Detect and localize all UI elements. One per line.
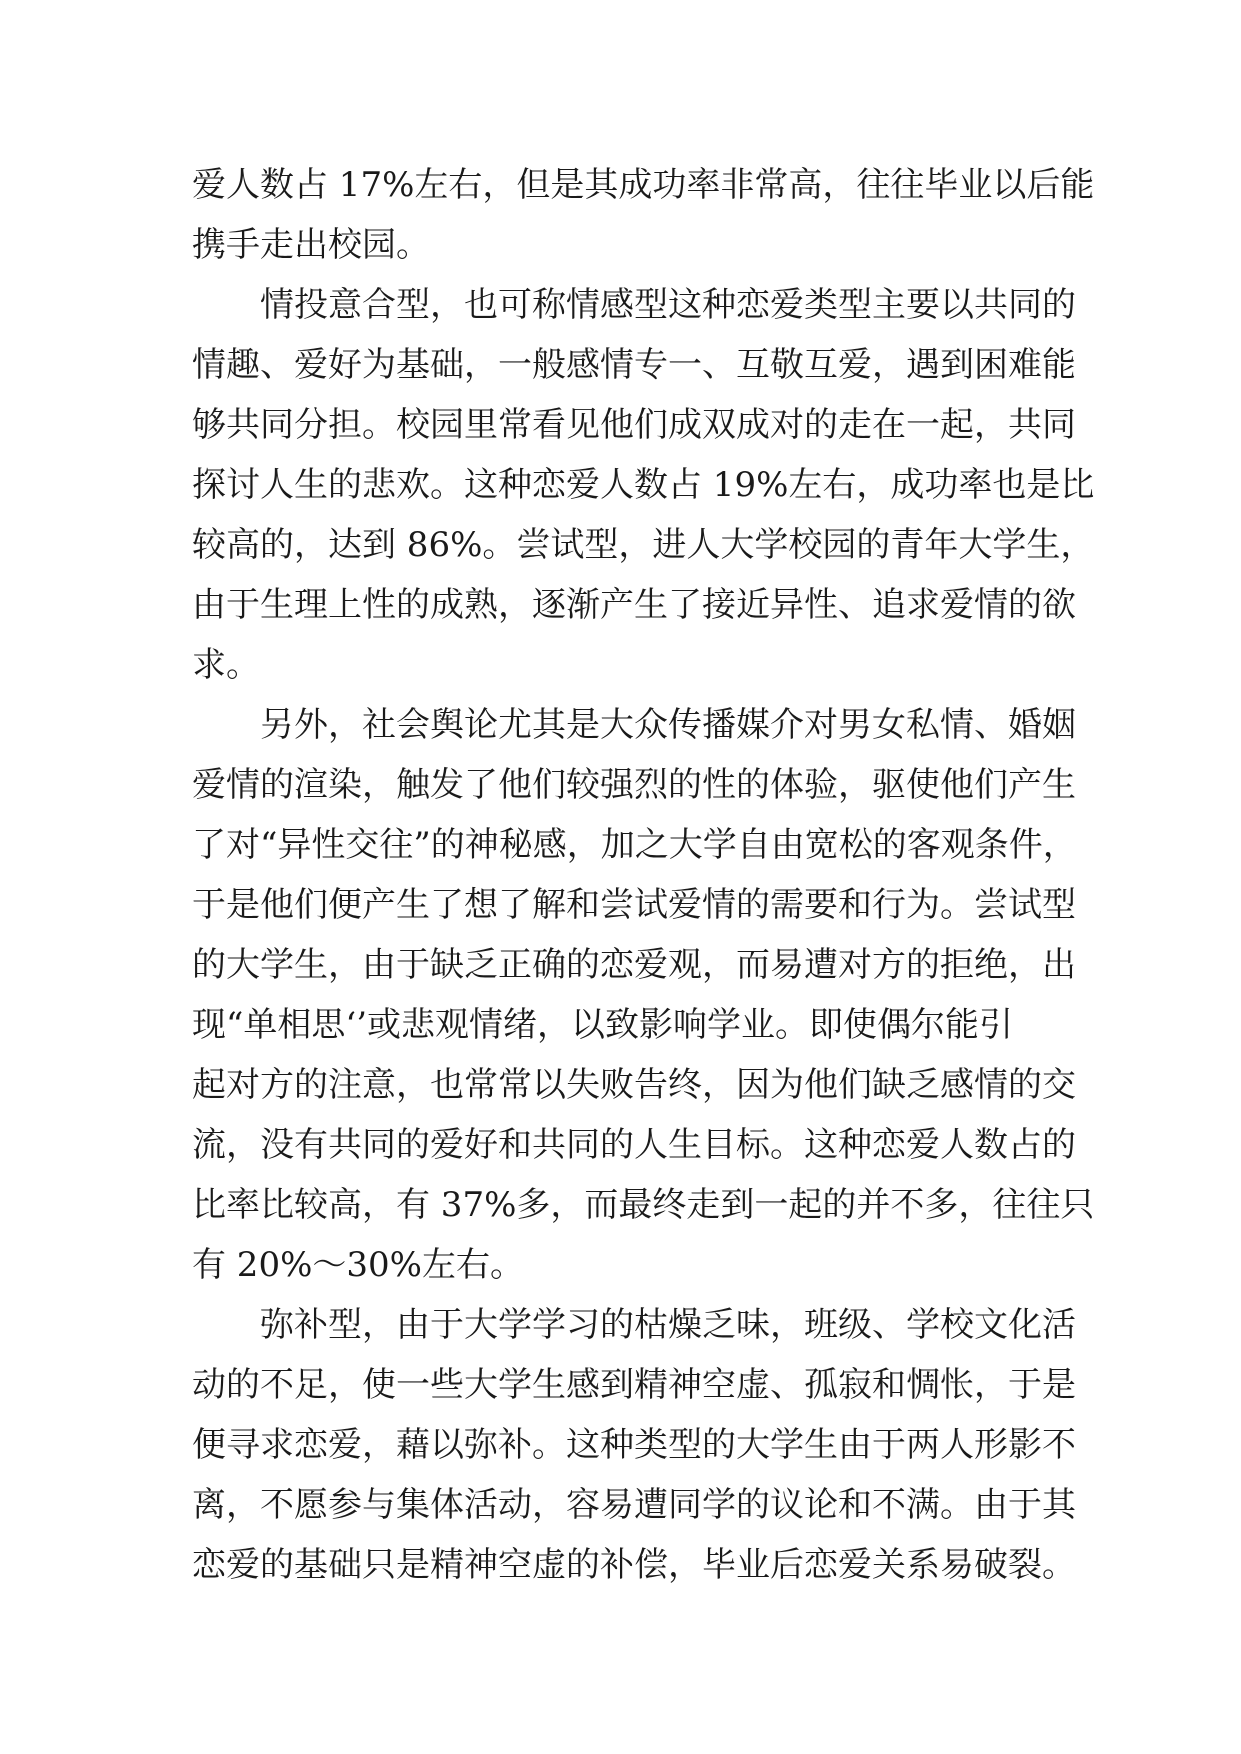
text-line: 动的不足，使一些大学生感到精神空虚、孤寂和惆怅，于是 [192,1365,1076,1405]
paragraph-first-line: 弥补型，由于大学学习的枯燥乏味，班级、学校文化活 [260,1305,1076,1345]
paragraph-first-line: 情投意合型，也可称情感型这种恋爱类型主要以共同的 [260,285,1076,325]
text-line: 恋爱的基础只是精神空虚的补偿，毕业后恋爱关系易破裂。 [192,1545,1076,1585]
text-line: 离，不愿参与集体活动，容易遭同学的议论和不满。由于其 [192,1485,1076,1525]
text-line: 的大学生，由于缺乏正确的恋爱观，而易遭对方的拒绝，出 [192,945,1076,985]
text-line: 起对方的注意，也常常以失败告终，因为他们缺乏感情的交 [192,1065,1076,1105]
text-line: 爱情的渲染，触发了他们较强烈的性的体验，驱使他们产生 [192,765,1076,805]
text-line: 爱人数占 17%左右，但是其成功率非常高，往往毕业以后能 [192,165,1095,205]
text-line: 于是他们便产生了想了解和尝试爱情的需要和行为。尝试型 [192,885,1076,925]
text-line: 探讨人生的悲欢。这种恋爱人数占 19%左右，成功率也是比 [192,465,1095,505]
text-line: 比率比较高，有 37%多，而最终走到一起的并不多，往往只 [192,1185,1095,1225]
text-line: 了对“异性交往”的神秘感，加之大学自由宽松的客观条件， [192,825,1077,865]
paragraph-first-line: 另外，社会舆论尤其是大众传播媒介对男女私情、婚姻 [260,705,1076,745]
text-line: 便寻求恋爱，藉以弥补。这种类型的大学生由于两人形影不 [192,1425,1076,1465]
body-text [192,155,1095,1595]
text-line: 现“单相思‘’或悲观情绪，以致影响学业。即使偶尔能引 [192,1005,1013,1045]
text-line: 求。 [192,645,260,685]
text-line: 情趣、爱好为基础，一般感情专一、互敬互爱，遇到困难能 [192,345,1076,385]
text-line: 够共同分担。校园里常看见他们成双成对的走在一起，共同 [192,405,1076,445]
text-line: 有 20%～30%左右。 [192,1245,524,1285]
text-line: 较高的，达到 86%。尝试型，进人大学校园的青年大学生， [192,525,1095,565]
text-line: 携手走出校园。 [192,225,430,265]
text-line: 流，没有共同的爱好和共同的人生目标。这种恋爱人数占的 [192,1125,1076,1165]
text-line: 由于生理上性的成熟，逐渐产生了接近异性、追求爱情的欲 [192,585,1076,625]
